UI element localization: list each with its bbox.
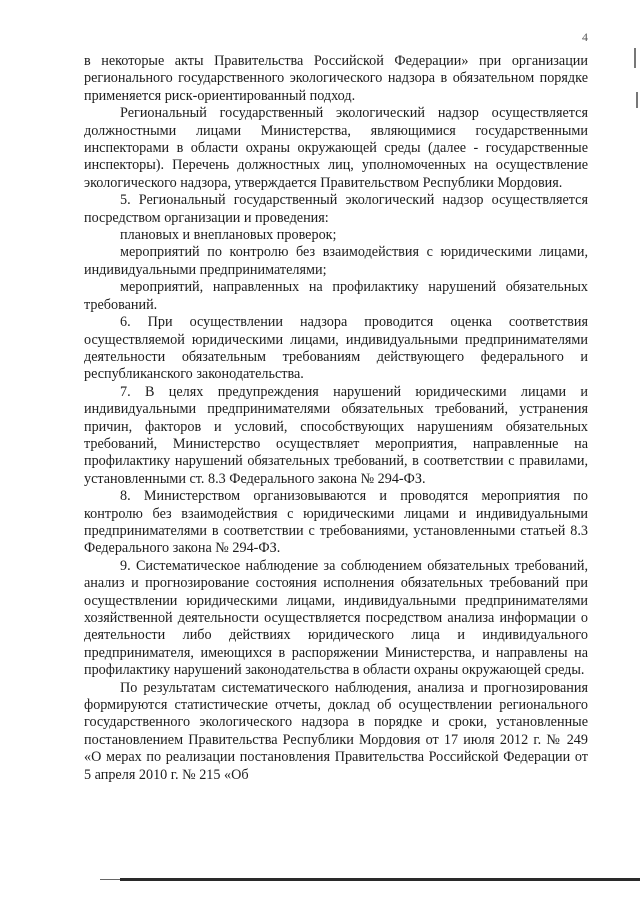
paragraph-item-6: 6. При осуществлении надзора проводится оценка соответствия осуществляемой юридическими лицами, индивидуальными предпринимателями деятельности обязательным требованиям действующего федерального и республиканского законодательства. xyxy=(84,314,588,383)
paragraph-item-9: 9. Систематическое наблюдение за соблюдением обязательных требований, анализ и прогнозирование состояния исполнения обязательных требований при осуществлении юридическими лицами, индивидуальными предпринимателями хозяйственной деятельности осуществляется посредством анализа информации о деятельности либо действиях юридического лица и индивидуального предпринимателя, имеющихся в распоряжении Министерства, и направлены на профилактику нарушений законодательства в области охраны окружающей среды. xyxy=(84,557,588,679)
paragraph-item-7: 7. В целях предупреждения нарушений юридическими лицами и индивидуальными предпринимателями обязательных требований, устранения причин, факторов и условий, способствующих нарушениям обязательных требований, Министерство осуществляет мероприятия, направленные на профилактику нарушений обязательных требований, в соответствии с правилами, установленными ст. 8.3 Федерального закона № 294-ФЗ. xyxy=(84,383,588,487)
bottom-scan-line xyxy=(120,878,640,881)
paragraph-inspectors: Региональный государственный экологический надзор осуществляется должностными лицами Министерства, являющимися государственными инспекторами в области охраны окружающей среды (далее - государственные инспекторы). Перечень должностных лиц, уполномоченных на осуществление экологического надзора, утверждается Правительством Республики Мордовия. xyxy=(84,105,588,191)
paragraph-item-5-prevention-measures: мероприятий, направленных на профилактику нарушений обязательных требований. xyxy=(84,279,588,313)
scan-edge-mark-middle xyxy=(636,92,638,108)
paragraph-item-8: 8. Министерством организовываются и проводятся мероприятия по контролю без взаимодействия с юридическими лицами и индивидуальными предпринимателями в соответствии с требованиями, установленными статьей 8.3 Федерального закона № 294-ФЗ. xyxy=(84,488,588,557)
paragraph-continuation: в некоторые акты Правительства Российской Федерации» при организации регионального государственного экологического надзора в обязательном порядке применяется риск-ориентированный подход. xyxy=(84,53,588,104)
document-body xyxy=(84,53,588,784)
paragraph-item-5: 5. Региональный государственный экологический надзор осуществляется посредством организации и проведения: xyxy=(84,192,588,226)
paragraph-item-5-planned-checks: плановых и внеплановых проверок; xyxy=(120,227,337,244)
paragraph-results: По результатам систематического наблюдения, анализа и прогнозирования формируются статистические отчеты, доклад об осуществлении регионального государственного экологического надзора в порядке и сроки, установленные постановлением Правительства Республики Мордовия от 17 июля 2012 г. № 249 «О мерах по реализации постановления Правительства Российской Федерации от 5 апреля 2010 г. № 215 «Об xyxy=(84,679,588,783)
scan-edge-mark-top xyxy=(634,48,636,68)
paragraph-item-5-control-measures: мероприятий по контролю без взаимодействия с юридическими лицами, индивидуальными предпринимателями; xyxy=(84,244,588,278)
page-number: 4 xyxy=(582,30,588,44)
